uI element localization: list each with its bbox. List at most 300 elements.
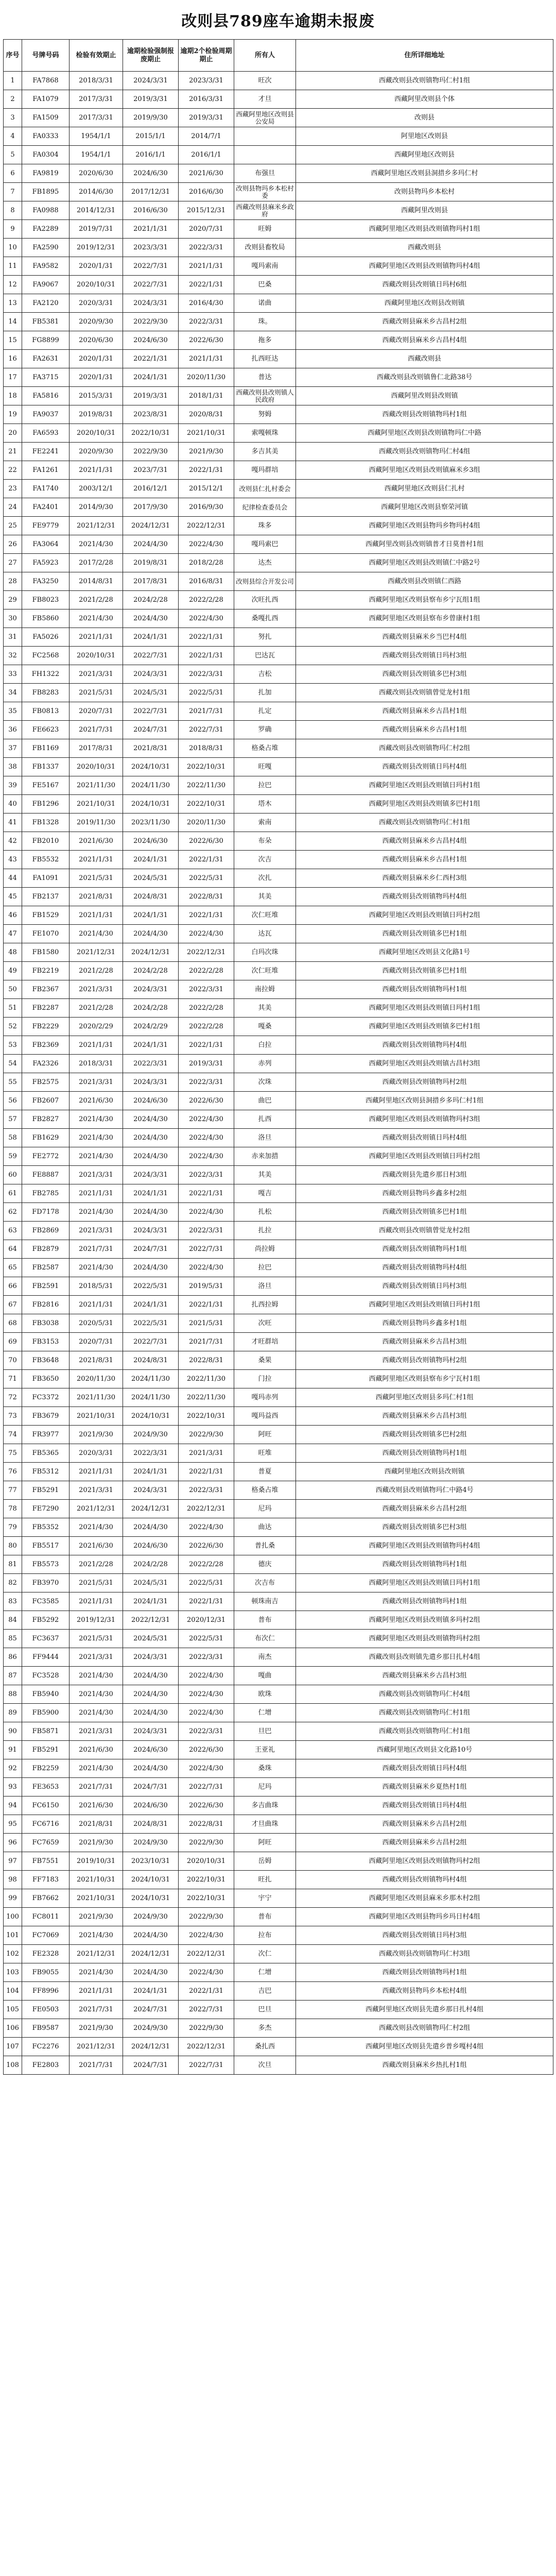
cell-owner: 旦巴 — [234, 1722, 296, 1741]
cell-address: 西藏阿里地区改则县改则镇 — [296, 294, 553, 313]
table-row — [4, 90, 553, 109]
cell-forced-scrap-expiry: 2024/3/31 — [123, 1648, 179, 1667]
table-row — [4, 1852, 553, 1871]
cell-owner: 次扎 — [234, 869, 296, 888]
cell-index: 2 — [4, 90, 22, 109]
table-row — [4, 962, 553, 980]
cell-index: 105 — [4, 2001, 22, 2019]
cell-address: 西藏改则县麻米乡古昌村3组 — [296, 1333, 553, 1351]
cell-inspection-expiry: 2021/12/31 — [70, 1500, 123, 1518]
cell-two-cycle-expiry: 2022/12/31 — [179, 2038, 234, 2056]
cell-two-cycle-expiry: 2018/8/31 — [179, 739, 234, 758]
cell-plate-number: FB2010 — [22, 832, 70, 851]
table-row — [4, 2056, 553, 2075]
cell-forced-scrap-expiry: 2023/11/30 — [123, 814, 179, 832]
cell-inspection-expiry: 2021/6/30 — [70, 1741, 123, 1759]
cell-address: 西藏改则县改则镇多巴村3组 — [296, 665, 553, 684]
cell-plate-number: FB5871 — [22, 1722, 70, 1741]
cell-plate-number: FB3038 — [22, 1314, 70, 1333]
cell-forced-scrap-expiry: 2024/1/31 — [123, 1592, 179, 1611]
cell-inspection-expiry: 2021/4/30 — [70, 1259, 123, 1277]
table-row — [4, 1073, 553, 1092]
cell-index: 44 — [4, 869, 22, 888]
cell-index: 33 — [4, 665, 22, 684]
cell-inspection-expiry: 2021/4/30 — [70, 535, 123, 554]
cell-two-cycle-expiry: 2021/7/31 — [179, 1333, 234, 1351]
cell-inspection-expiry: 1954/1/1 — [70, 146, 123, 164]
table-row — [4, 795, 553, 814]
vehicle-table-container — [3, 39, 553, 2075]
cell-index: 52 — [4, 1018, 22, 1036]
cell-address: 西藏阿里改则县 — [296, 201, 553, 220]
document-title: 改则县789座车逾期未报废 — [181, 12, 375, 30]
cell-inspection-expiry: 2017/8/31 — [70, 739, 123, 758]
table-row — [4, 1018, 553, 1036]
cell-plate-number: FB3650 — [22, 1370, 70, 1388]
cell-forced-scrap-expiry: 2022/10/31 — [123, 424, 179, 443]
cell-forced-scrap-expiry: 2024/4/30 — [123, 1110, 179, 1129]
cell-index: 11 — [4, 257, 22, 276]
cell-inspection-expiry: 2021/4/30 — [70, 1110, 123, 1129]
table-row — [4, 1426, 553, 1444]
table-row — [4, 1296, 553, 1314]
cell-address: 改则县物玛乡本松村 — [296, 183, 553, 201]
cell-address: 西藏改则县改则镇曾觉龙村2组 — [296, 1222, 553, 1240]
cell-index: 71 — [4, 1370, 22, 1388]
cell-index: 30 — [4, 609, 22, 628]
cell-plate-number: FA5816 — [22, 387, 70, 405]
cell-inspection-expiry: 2021/4/30 — [70, 1203, 123, 1222]
cell-forced-scrap-expiry: 2021/1/31 — [123, 220, 179, 239]
cell-forced-scrap-expiry: 2024/4/30 — [123, 1667, 179, 1685]
cell-owner: 才旺群培 — [234, 1333, 296, 1351]
cell-plate-number: FE2803 — [22, 2056, 70, 2075]
cell-owner: 嘎玛索巴 — [234, 535, 296, 554]
table-row — [4, 1259, 553, 1277]
table-row — [4, 1129, 553, 1147]
cell-plate-number: FB9055 — [22, 1963, 70, 1982]
cell-address: 西藏改则县改则镇多巴村1组 — [296, 962, 553, 980]
cell-owner: 多吉其美 — [234, 443, 296, 461]
table-row — [4, 888, 553, 906]
table-row — [4, 517, 553, 535]
cell-inspection-expiry: 2021/4/30 — [70, 1759, 123, 1778]
cell-inspection-expiry: 2021/4/30 — [70, 1667, 123, 1685]
cell-plate-number: FB5352 — [22, 1518, 70, 1537]
cell-forced-scrap-expiry: 2024/3/31 — [123, 294, 179, 313]
table-row — [4, 1166, 553, 1184]
cell-forced-scrap-expiry: 2024/6/30 — [123, 164, 179, 183]
cell-index: 57 — [4, 1110, 22, 1129]
cell-owner: 普夏 — [234, 1463, 296, 1481]
cell-index: 98 — [4, 1871, 22, 1889]
cell-inspection-expiry: 2020/1/31 — [70, 257, 123, 276]
table-row — [4, 906, 553, 925]
cell-two-cycle-expiry: 2022/5/31 — [179, 1630, 234, 1648]
cell-forced-scrap-expiry: 2019/9/30 — [123, 109, 179, 127]
cell-inspection-expiry: 2021/4/30 — [70, 1926, 123, 1945]
cell-two-cycle-expiry: 2019/5/31 — [179, 1277, 234, 1296]
cell-inspection-expiry: 2021/4/30 — [70, 609, 123, 628]
cell-plate-number: FE2328 — [22, 1945, 70, 1963]
cell-owner: 巴桑 — [234, 276, 296, 294]
cell-inspection-expiry: 2018/5/31 — [70, 1277, 123, 1296]
cell-forced-scrap-expiry: 2017/9/30 — [123, 498, 179, 517]
cell-plate-number: FA7868 — [22, 72, 70, 90]
cell-forced-scrap-expiry: 2022/1/31 — [123, 350, 179, 368]
table-row — [4, 1333, 553, 1351]
cell-two-cycle-expiry: 2016/3/31 — [179, 90, 234, 109]
cell-inspection-expiry: 2021/4/30 — [70, 1704, 123, 1722]
cell-owner: 阿旺 — [234, 1834, 296, 1852]
cell-plate-number: FA3715 — [22, 368, 70, 387]
cell-plate-number: FB2287 — [22, 999, 70, 1018]
cell-inspection-expiry: 2021/4/30 — [70, 1147, 123, 1166]
cell-inspection-expiry: 2021/2/28 — [70, 591, 123, 609]
cell-owner: 次吉布 — [234, 1574, 296, 1592]
cell-forced-scrap-expiry: 2024/10/31 — [123, 1407, 179, 1426]
cell-plate-number: FE2241 — [22, 443, 70, 461]
cell-address: 西藏阿里地区改则县改则镇多巴村1组 — [296, 795, 553, 814]
cell-index: 86 — [4, 1648, 22, 1667]
cell-owner: 旺姆 — [234, 220, 296, 239]
cell-forced-scrap-expiry: 2024/7/31 — [123, 1778, 179, 1797]
cell-owner: 赤列 — [234, 1055, 296, 1073]
table-row — [4, 535, 553, 554]
cell-plate-number: FA1740 — [22, 480, 70, 498]
cell-two-cycle-expiry: 2022/9/30 — [179, 2019, 234, 2038]
cell-plate-number: FB5381 — [22, 313, 70, 331]
cell-forced-scrap-expiry: 2019/3/31 — [123, 90, 179, 109]
cell-index: 88 — [4, 1685, 22, 1704]
cell-owner: 桑嘎扎西 — [234, 609, 296, 628]
cell-inspection-expiry: 2021/9/30 — [70, 2019, 123, 2038]
cell-address: 西藏改则县麻米乡古昌村2组 — [296, 1500, 553, 1518]
cell-index: 6 — [4, 164, 22, 183]
cell-forced-scrap-expiry: 2024/7/31 — [123, 721, 179, 739]
cell-inspection-expiry: 2021/1/31 — [70, 1592, 123, 1611]
cell-address: 西藏改则县 — [296, 350, 553, 368]
cell-inspection-expiry: 2003/12/1 — [70, 480, 123, 498]
cell-owner: 顿珠南吉 — [234, 1592, 296, 1611]
cell-index: 96 — [4, 1834, 22, 1852]
cell-address: 西藏阿里地区改则县改则镇日玛村1组 — [296, 776, 553, 795]
cell-forced-scrap-expiry: 2024/9/30 — [123, 1426, 179, 1444]
cell-forced-scrap-expiry: 2019/8/31 — [123, 554, 179, 572]
cell-plate-number: FB2587 — [22, 1259, 70, 1277]
cell-inspection-expiry: 2021/1/31 — [70, 1463, 123, 1481]
cell-address: 西藏阿里地区改则县改则镇日玛村2组 — [296, 1147, 553, 1166]
cell-plate-number: FE7290 — [22, 1500, 70, 1518]
cell-two-cycle-expiry: 2022/1/31 — [179, 1982, 234, 2001]
cell-forced-scrap-expiry: 2024/10/31 — [123, 1871, 179, 1889]
cell-two-cycle-expiry: 2022/2/28 — [179, 962, 234, 980]
cell-two-cycle-expiry: 2021/7/31 — [179, 702, 234, 721]
cell-plate-number: FA1261 — [22, 461, 70, 480]
cell-index: 97 — [4, 1852, 22, 1871]
table-row — [4, 1055, 553, 1073]
cell-owner: 嘎桑 — [234, 1018, 296, 1036]
cell-plate-number: FC2276 — [22, 2038, 70, 2056]
cell-address: 西藏改则县改则镇多巴村3组 — [296, 1518, 553, 1537]
cell-inspection-expiry: 2021/3/31 — [70, 665, 123, 684]
cell-forced-scrap-expiry: 2024/7/31 — [123, 2056, 179, 2075]
cell-inspection-expiry: 2021/7/31 — [70, 2001, 123, 2019]
cell-index: 83 — [4, 1592, 22, 1611]
cell-plate-number: FA9819 — [22, 164, 70, 183]
cell-address: 西藏改则县改则镇日玛村3组 — [296, 647, 553, 665]
cell-inspection-expiry: 2021/8/31 — [70, 1815, 123, 1834]
cell-address: 西藏改则县改则镇物玛仁村1组 — [296, 1722, 553, 1741]
cell-two-cycle-expiry: 2022/10/31 — [179, 795, 234, 814]
cell-index: 92 — [4, 1759, 22, 1778]
cell-two-cycle-expiry: 2022/4/30 — [179, 1685, 234, 1704]
table-row — [4, 925, 553, 943]
cell-owner: 扎定 — [234, 702, 296, 721]
cell-address: 西藏改则县麻米乡古昌村1组 — [296, 721, 553, 739]
cell-owner: 其美 — [234, 1166, 296, 1184]
cell-index: 61 — [4, 1184, 22, 1203]
cell-two-cycle-expiry: 2022/4/30 — [179, 1129, 234, 1147]
cell-forced-scrap-expiry: 2022/9/30 — [123, 313, 179, 331]
table-row — [4, 1092, 553, 1110]
cell-two-cycle-expiry: 2022/7/31 — [179, 2056, 234, 2075]
cell-two-cycle-expiry: 2022/6/30 — [179, 1741, 234, 1759]
cell-owner: 嘎玛益西 — [234, 1407, 296, 1426]
cell-forced-scrap-expiry: 2017/8/31 — [123, 572, 179, 591]
table-row — [4, 1537, 553, 1555]
cell-plate-number: FB8283 — [22, 684, 70, 702]
cell-plate-number: FB7551 — [22, 1852, 70, 1871]
cell-address: 西藏改则县改则镇物玛村4组 — [296, 1036, 553, 1055]
cell-plate-number: FA2631 — [22, 350, 70, 368]
cell-two-cycle-expiry: 2022/7/31 — [179, 2001, 234, 2019]
cell-owner: 岳姆 — [234, 1852, 296, 1871]
cell-index: 31 — [4, 628, 22, 647]
cell-forced-scrap-expiry: 2022/7/31 — [123, 257, 179, 276]
cell-two-cycle-expiry: 2015/12/1 — [179, 480, 234, 498]
cell-plate-number: FA3250 — [22, 572, 70, 591]
cell-index: 14 — [4, 313, 22, 331]
cell-address: 西藏阿里地区改则县物玛乡玛日村4组 — [296, 1908, 553, 1926]
cell-address: 西藏阿里地区改则县仁扎村 — [296, 480, 553, 498]
cell-address: 西藏改则县改则镇曾觉龙村1组 — [296, 684, 553, 702]
cell-forced-scrap-expiry: 2024/3/31 — [123, 1073, 179, 1092]
cell-plate-number: FE9779 — [22, 517, 70, 535]
cell-owner: 嘎玛索南 — [234, 257, 296, 276]
cell-forced-scrap-expiry: 2022/3/31 — [123, 1444, 179, 1463]
cell-two-cycle-expiry: 2022/10/31 — [179, 1889, 234, 1908]
cell-owner: 桑珠 — [234, 1759, 296, 1778]
cell-forced-scrap-expiry: 2024/12/31 — [123, 2038, 179, 2056]
cell-address: 西藏阿里地区改则县改则镇日玛村1组 — [296, 999, 553, 1018]
cell-index: 81 — [4, 1555, 22, 1574]
cell-forced-scrap-expiry: 2024/8/31 — [123, 1815, 179, 1834]
cell-index: 78 — [4, 1500, 22, 1518]
table-row — [4, 1630, 553, 1648]
table-row — [4, 1926, 553, 1945]
cell-forced-scrap-expiry: 2024/4/30 — [123, 1926, 179, 1945]
cell-plate-number: FB1580 — [22, 943, 70, 962]
cell-index: 13 — [4, 294, 22, 313]
cell-inspection-expiry: 2021/4/30 — [70, 1963, 123, 1982]
cell-owner: 次仁旺堆 — [234, 906, 296, 925]
cell-two-cycle-expiry: 2022/4/30 — [179, 1259, 234, 1277]
cell-address: 西藏阿里地区改则县先遣乡普乡嘎村4组 — [296, 2038, 553, 2056]
cell-index: 37 — [4, 739, 22, 758]
cell-plate-number: FB5291 — [22, 1741, 70, 1759]
cell-address: 西藏改则县麻米乡古昌村2组 — [296, 313, 553, 331]
cell-owner: 格桑占堆 — [234, 1481, 296, 1500]
cell-inspection-expiry: 2020/3/31 — [70, 1444, 123, 1463]
cell-address: 西藏改则县改则镇物玛仁村4组 — [296, 1685, 553, 1704]
cell-owner: 次旺扎西 — [234, 591, 296, 609]
cell-address: 西藏阿里地区改则县改则镇仁中路2号 — [296, 554, 553, 572]
cell-inspection-expiry: 2017/3/31 — [70, 109, 123, 127]
cell-index: 20 — [4, 424, 22, 443]
cell-plate-number: FB5292 — [22, 1611, 70, 1630]
table-row — [4, 1908, 553, 1926]
table-row — [4, 294, 553, 313]
cell-index: 22 — [4, 461, 22, 480]
cell-plate-number: FA5923 — [22, 554, 70, 572]
cell-two-cycle-expiry: 2022/3/31 — [179, 1073, 234, 1092]
cell-two-cycle-expiry: 2022/4/30 — [179, 535, 234, 554]
cell-plate-number: FB1629 — [22, 1129, 70, 1147]
table-row — [4, 2038, 553, 2056]
cell-forced-scrap-expiry: 2024/9/30 — [123, 1834, 179, 1852]
cell-address: 西藏改则县改则镇物玛仁村3组 — [296, 1945, 553, 1963]
cell-index: 64 — [4, 1240, 22, 1259]
cell-forced-scrap-expiry: 2024/10/31 — [123, 795, 179, 814]
cell-forced-scrap-expiry: 2024/8/31 — [123, 1351, 179, 1370]
cell-forced-scrap-expiry: 2023/7/31 — [123, 461, 179, 480]
header-address: 住所详细地址 — [296, 40, 553, 72]
table-row — [4, 1722, 553, 1741]
cell-inspection-expiry: 2021/5/31 — [70, 1574, 123, 1592]
cell-inspection-expiry: 2021/3/31 — [70, 1222, 123, 1240]
cell-index: 19 — [4, 405, 22, 424]
cell-address: 西藏阿里地区改则县改则镇多巴村1组 — [296, 1018, 553, 1036]
table-row — [4, 1648, 553, 1667]
table-row — [4, 1481, 553, 1500]
cell-two-cycle-expiry: 2022/4/30 — [179, 1963, 234, 1982]
table-row — [4, 461, 553, 480]
cell-plate-number: FB1337 — [22, 758, 70, 776]
cell-address: 西藏改则县麻米乡热扎村1组 — [296, 2056, 553, 2075]
cell-owner: 旺次 — [234, 72, 296, 90]
table-row — [4, 609, 553, 628]
cell-forced-scrap-expiry: 2024/4/30 — [123, 1518, 179, 1537]
cell-address: 西藏阿里地区改则县 — [296, 146, 553, 164]
cell-index: 3 — [4, 109, 22, 127]
cell-index: 56 — [4, 1092, 22, 1110]
cell-index: 70 — [4, 1351, 22, 1370]
cell-inspection-expiry: 2021/1/31 — [70, 461, 123, 480]
table-row — [4, 739, 553, 758]
cell-index: 51 — [4, 999, 22, 1018]
cell-two-cycle-expiry: 2022/12/31 — [179, 517, 234, 535]
cell-address: 西藏改则县改则镇物玛仁村1组 — [296, 1704, 553, 1722]
cell-inspection-expiry: 2021/12/31 — [70, 943, 123, 962]
cell-owner: 德庆 — [234, 1555, 296, 1574]
cell-owner — [234, 146, 296, 164]
cell-plate-number: FC3528 — [22, 1667, 70, 1685]
cell-address: 西藏阿里地区改则县改则镇古昌村3组 — [296, 1055, 553, 1073]
cell-address: 西藏阿里地区改则县改则镇日玛村1组 — [296, 1296, 553, 1314]
table-row — [4, 1370, 553, 1388]
cell-forced-scrap-expiry: 2016/12/1 — [123, 480, 179, 498]
cell-two-cycle-expiry: 2022/4/30 — [179, 925, 234, 943]
cell-forced-scrap-expiry: 2024/6/30 — [123, 1797, 179, 1815]
table-row — [4, 647, 553, 665]
table-row — [4, 276, 553, 294]
header-plate-number: 号牌号码 — [22, 40, 70, 72]
cell-two-cycle-expiry: 2022/7/31 — [179, 721, 234, 739]
table-row — [4, 368, 553, 387]
table-row — [4, 832, 553, 851]
table-row — [4, 1147, 553, 1166]
cell-inspection-expiry: 2021/12/31 — [70, 1945, 123, 1963]
cell-plate-number: FA1509 — [22, 109, 70, 127]
cell-two-cycle-expiry: 2022/9/30 — [179, 1834, 234, 1852]
cell-two-cycle-expiry: 2022/12/31 — [179, 943, 234, 962]
cell-inspection-expiry: 2020/1/31 — [70, 368, 123, 387]
cell-address: 西藏改则县改则镇仁西路 — [296, 572, 553, 591]
cell-plate-number: FB5573 — [22, 1555, 70, 1574]
cell-inspection-expiry: 2020/6/30 — [70, 164, 123, 183]
table-row — [4, 1982, 553, 2001]
cell-plate-number: FB2869 — [22, 1222, 70, 1240]
table-row — [4, 72, 553, 90]
cell-inspection-expiry: 2021/3/31 — [70, 980, 123, 999]
table-row — [4, 943, 553, 962]
cell-plate-number: FF7183 — [22, 1871, 70, 1889]
cell-forced-scrap-expiry: 2024/6/30 — [123, 832, 179, 851]
cell-plate-number: FA1091 — [22, 869, 70, 888]
cell-owner: 纪律检查委员会 — [234, 498, 296, 517]
cell-two-cycle-expiry: 2022/4/30 — [179, 609, 234, 628]
table-row — [4, 2001, 553, 2019]
cell-inspection-expiry: 2020/7/31 — [70, 702, 123, 721]
cell-inspection-expiry: 2021/4/30 — [70, 1518, 123, 1537]
cell-address: 西藏改则县改则镇物玛村4组 — [296, 888, 553, 906]
cell-owner: 多杰 — [234, 2019, 296, 2038]
cell-index: 29 — [4, 591, 22, 609]
cell-inspection-expiry: 2021/6/30 — [70, 1092, 123, 1110]
cell-two-cycle-expiry: 2020/11/30 — [179, 814, 234, 832]
cell-forced-scrap-expiry: 2022/5/31 — [123, 1277, 179, 1296]
cell-forced-scrap-expiry: 2015/1/1 — [123, 127, 179, 146]
cell-index: 60 — [4, 1166, 22, 1184]
cell-owner: 其美 — [234, 888, 296, 906]
cell-inspection-expiry: 2021/8/31 — [70, 1351, 123, 1370]
cell-plate-number: FA1079 — [22, 90, 70, 109]
cell-inspection-expiry: 2019/7/31 — [70, 220, 123, 239]
cell-address: 改则县 — [296, 109, 553, 127]
cell-plate-number: FA2401 — [22, 498, 70, 517]
cell-inspection-expiry: 2021/10/31 — [70, 1889, 123, 1908]
cell-owner: 格桑占堆 — [234, 739, 296, 758]
cell-owner: 达杰 — [234, 554, 296, 572]
cell-inspection-expiry: 2021/5/31 — [70, 684, 123, 702]
cell-plate-number: FA0304 — [22, 146, 70, 164]
table-row — [4, 1797, 553, 1815]
cell-owner: 拉巴 — [234, 776, 296, 795]
cell-owner: 嘎玛群培 — [234, 461, 296, 480]
cell-address: 西藏改则县麻米乡古昌村4组 — [296, 331, 553, 350]
cell-forced-scrap-expiry: 2024/12/31 — [123, 517, 179, 535]
